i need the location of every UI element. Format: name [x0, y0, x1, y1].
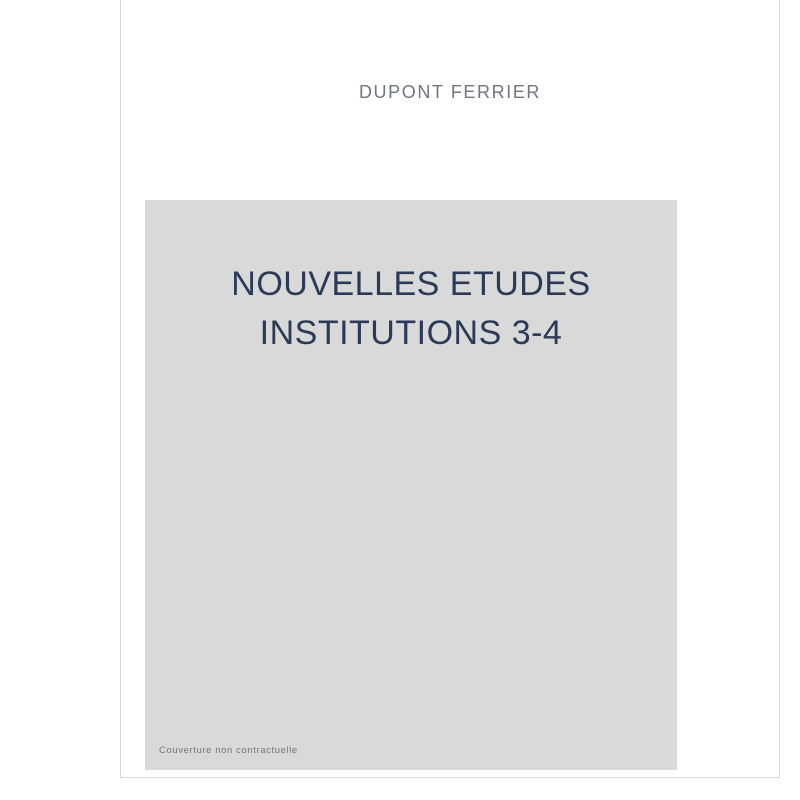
book-title-line-1: NOUVELLES ETUDES	[231, 265, 591, 303]
cover-disclaimer: Couverture non contractuelle	[159, 745, 298, 756]
author-name: DUPONT FERRIER	[358, 82, 542, 102]
title-panel	[145, 200, 677, 770]
book-title	[145, 260, 677, 359]
book-title-line-2: INSTITUTIONS 3-4	[259, 314, 563, 353]
book-cover	[120, 0, 780, 778]
